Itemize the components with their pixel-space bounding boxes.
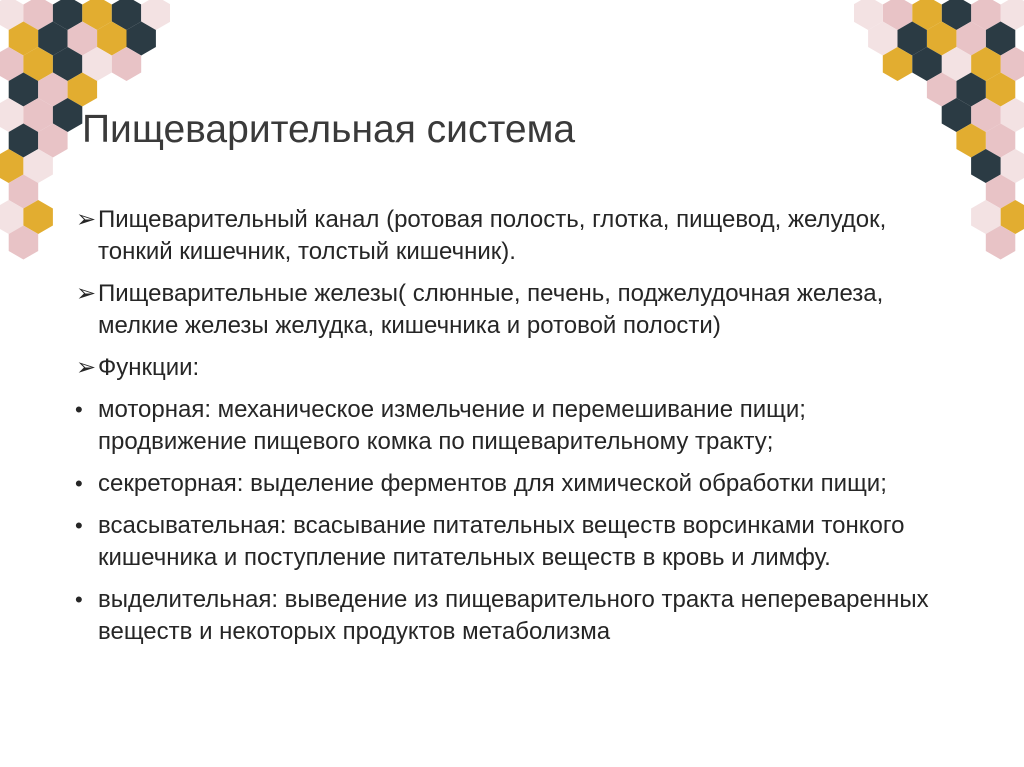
list-item-text: Пищеварительные железы( слюнные, печень, поджелудочная железа, мелкие железы желудка, кишечника и ротовой полости)	[98, 280, 884, 339]
list-item-text: всасывательная: всасывание питательных веществ ворсинками тонкого кишечника и поступление питательных веществ в кровь и лимфу.	[98, 512, 905, 571]
list-item-text: Функции:	[98, 354, 200, 381]
dot-bullet-icon: •	[75, 397, 83, 422]
arrow-bullet-icon: ➢	[76, 206, 97, 233]
list-item-text: выделительная: выведение из пищеварительного тракта непереваренных веществ и некоторых продуктов метаболизма	[98, 586, 929, 645]
arrow-bullet-icon: ➢	[76, 280, 97, 307]
slide-title: Пищеварительная система	[82, 108, 576, 151]
list-item-text: Пищеварительный канал (ротовая полость, глотка, пищевод, желудок, тонкий кишечник, толстый кишечник).	[98, 206, 887, 265]
list-item	[74, 278, 954, 342]
list-item	[74, 204, 954, 268]
dot-bullet-icon: •	[75, 471, 83, 496]
list-item-text: секреторная: выделение ферментов для химической обработки пищи;	[98, 470, 887, 497]
list-item	[74, 584, 954, 648]
list-item	[74, 394, 954, 458]
list-item-text: моторная: механическое измельчение и перемешивание пищи; продвижение пищевого комка по пищеварительному тракту;	[98, 396, 806, 455]
list-item	[74, 352, 954, 384]
list-item	[74, 468, 954, 500]
slide-content	[74, 204, 954, 658]
arrow-bullet-icon: ➢	[76, 354, 97, 381]
dot-bullet-icon: •	[75, 513, 83, 538]
list-item	[74, 510, 954, 574]
dot-bullet-icon: •	[75, 587, 83, 612]
